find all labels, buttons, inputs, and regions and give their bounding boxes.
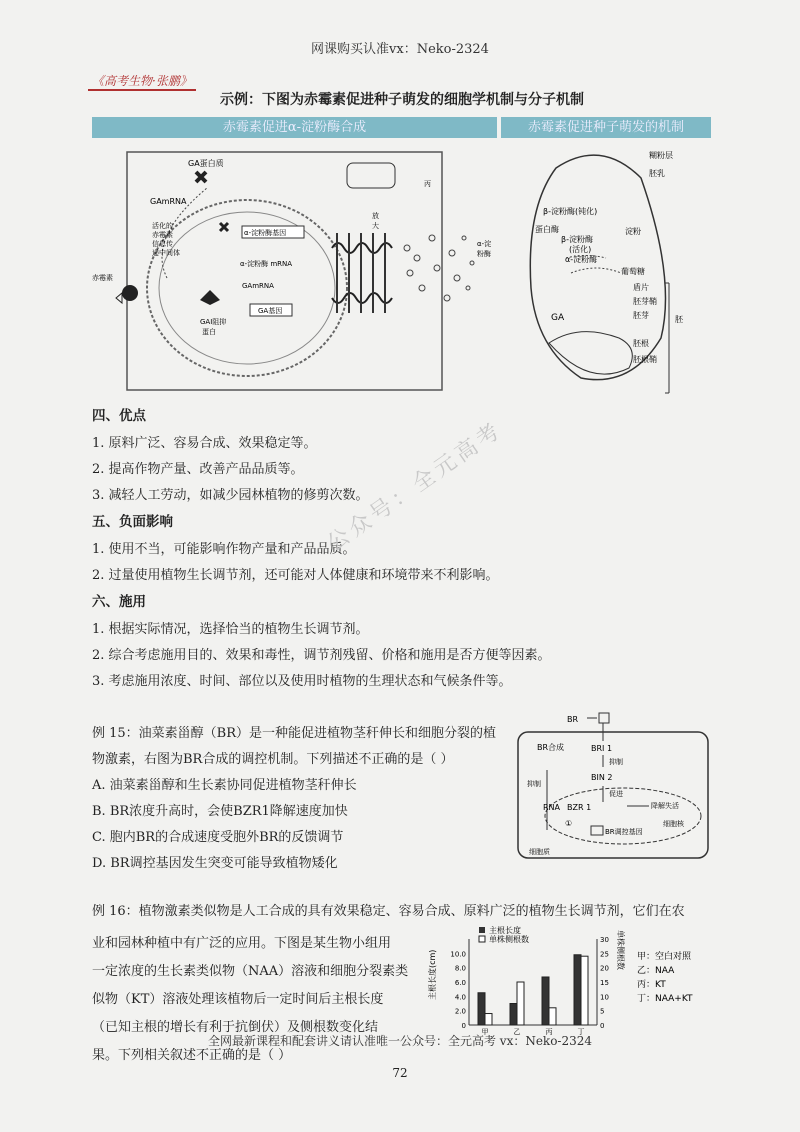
enlarge-label-2: 大 (372, 222, 379, 230)
chart-category-label: 甲 (481, 1028, 489, 1035)
chart-right-tick: 15 (600, 979, 609, 987)
chart-bar-main-root (478, 993, 485, 1025)
amylase-label-1: α-淀 (477, 240, 492, 248)
page-number: 72 (392, 1066, 408, 1080)
advantage-item-1: 1. 原料广泛、容易合成、效果稳定等。 (92, 436, 317, 451)
chart-treatment-legend-item: 甲：空白对照 (637, 952, 692, 962)
chart-right-tick: 5 (600, 1007, 605, 1016)
ex15-option-b: B. BR浓度升高时，会使BZR1降解速度加快 (92, 804, 348, 819)
gai-label-1: GAI阻抑 (200, 318, 227, 326)
application-item-3: 3. 考虑施用浓度、时间、部位以及使用时植物的生理状态和气候条件等。 (92, 674, 512, 689)
vesicles (404, 235, 474, 301)
bin2-label: BIN 2 (591, 773, 613, 782)
br-gene-box (591, 826, 603, 835)
page-header: 网课购买认准vx：Neko-2324 (311, 42, 489, 57)
activate-label: (活化) (569, 245, 592, 254)
b-amylase2-label: β-淀粉酶 (561, 235, 593, 244)
inhibit-label-1: 抑制 (609, 758, 623, 766)
cytoplasm-label: 细胞质 (529, 848, 550, 856)
br-receptor-top (599, 713, 609, 723)
nucleus-label: 细胞核 (663, 820, 684, 828)
er-coils (337, 233, 385, 313)
right-panel-title: 赤霉素促进种子萌发的机制 (501, 117, 711, 138)
legend-label-lateral-roots: 单株侧根数 (489, 935, 529, 944)
b-amylase-label: β-淀粉酶(钝化) (543, 207, 598, 216)
legend-swatch-lateral-roots (479, 936, 485, 942)
degraded-shape (220, 223, 228, 231)
chart-bar-main-root (574, 955, 581, 1025)
activated-label-1: 活化的 (152, 222, 173, 230)
chart-ylabel-left: 主根长度(cm) (428, 949, 437, 1000)
section-title-negative: 五、负面影响 (92, 514, 173, 530)
ga-protein-label: GA蛋白质 (188, 159, 224, 168)
endosperm-label: 胚乳 (649, 169, 665, 178)
ex16-line-5: （已知主根的增长有利于抗倒伏）及侧根数变化结 (92, 1020, 379, 1035)
chart-ylabel-right: 单株侧根数 (616, 930, 625, 970)
gamrna-label-2: GAmRNA (242, 282, 274, 290)
chart-left-tick: 6.0 (454, 979, 466, 987)
cell-membrane (127, 152, 442, 390)
chart-right-tick: 20 (600, 964, 609, 973)
root-chart (425, 925, 725, 1035)
gamrna-label-1: GAmRNA (150, 197, 187, 206)
ex16-line-4: 似物（KT）溶液处理该植物后一定时间后主根长度 (92, 992, 384, 1007)
chart-left-tick: 8.0 (454, 964, 466, 973)
book-badge: 《高考生物·张鹏》 (88, 72, 196, 91)
plumule-label: 胚芽 (633, 311, 649, 320)
amylase-mrna-label: α-淀粉酶 mRNA (240, 260, 293, 268)
left-panel-title: 赤霉素促进α-淀粉酶合成 (92, 117, 497, 138)
gai-shape (200, 290, 220, 305)
golgi (347, 163, 395, 188)
amylase-label-2: 粉酶 (477, 250, 491, 258)
chart-right-tick: 25 (600, 950, 609, 959)
application-item-1: 1. 根据实际情况，选择恰当的植物生长调节剂。 (92, 622, 369, 637)
ex15-option-d: D. BR调控基因发生突变可能导致植物矮化 (92, 856, 338, 871)
gai-label-2: 蛋白 (202, 328, 216, 336)
cell-diagram (92, 138, 497, 400)
ex16-line-6: 果。下列相关叙述不正确的是（ ） (92, 1048, 292, 1063)
embryo-label: 胚 (675, 315, 683, 324)
chart-category-label: 丁 (577, 1028, 585, 1035)
scutellum-label: 盾片 (633, 283, 649, 292)
chart-bar-main-root (510, 1004, 517, 1026)
chart-bar-lateral-roots (517, 982, 524, 1025)
degrade-label: 降解失活 (651, 802, 679, 810)
activated-label-4: 递中间体 (152, 249, 180, 257)
protease-label: 蛋白酶 (535, 225, 559, 234)
aleurone-label: 糊粉层 (649, 151, 673, 160)
bzr1-label: BZR 1 (567, 803, 592, 812)
chart-treatment-legend-item: 丁：NAA+KT (637, 994, 693, 1004)
br-gene-label: BR调控基因 (605, 828, 643, 836)
chart-bar-lateral-roots (485, 1014, 492, 1025)
activated-label-2: 赤霉素 (152, 231, 173, 239)
embryo-shape (549, 332, 632, 375)
section-title-application: 六、施用 (92, 594, 146, 610)
inhibit-label-2: 抑制 (527, 780, 541, 788)
advantage-item-2: 2. 提高作物产量、改善产品品质等。 (92, 462, 304, 477)
chart-bar-lateral-roots (549, 1008, 556, 1025)
negative-item-1: 1. 使用不当，可能影响作物产量和产品品质。 (92, 542, 356, 557)
ex15-stem-2: 物激素，右图为BR合成的调控机制。下列描述不正确的是（ ） (92, 752, 454, 767)
chart-bar-lateral-roots (581, 956, 588, 1025)
chart-category-label: 乙 (513, 1028, 521, 1035)
ex16-line-2: 业和园林种植中有广泛的应用。下图是某生物小组用 (92, 936, 392, 951)
chart-treatment-legend-item: 乙：NAA (637, 966, 675, 976)
br-synth-label: BR合成 (537, 743, 565, 752)
coleoptile-label: 胚芽鞘 (633, 297, 657, 306)
ex15-stem-1: 例 15：油菜素甾醇（BR）是一种能促进植物茎秆伸长和细胞分裂的植 (92, 726, 497, 741)
ga-gene-label: GA基因 (258, 307, 283, 315)
bri1-label: BRI 1 (591, 744, 613, 753)
seed-diagram (501, 138, 716, 400)
chart-treatment-legend-item: 丙：KT (637, 980, 666, 990)
receptor (122, 285, 138, 301)
br-diagram (515, 710, 715, 862)
ex16-line-1: 例 16：植物激素类似物是人工合成的具有效果稳定、容易合成、原料广泛的植物生长调节剂，它们在农 (92, 904, 685, 919)
br-label: BR (567, 715, 579, 724)
ex15-option-a: A. 油菜素甾醇和生长素协同促进植物茎秆伸长 (92, 778, 357, 793)
promote-label: 促进 (609, 790, 623, 798)
chart-right-tick: 30 (600, 936, 609, 944)
chart-left-tick: 0 (461, 1022, 466, 1030)
bing-label: 丙 (424, 180, 431, 188)
legend-label-main-root: 主根长度 (489, 926, 521, 935)
rna-label: RNA (543, 803, 561, 812)
legend-swatch-main-root (479, 927, 485, 933)
ex16-line-3: 一定浓度的生长素类似物（NAA）溶液和细胞分裂素类 (92, 964, 409, 979)
chart-left-tick: 4.0 (454, 993, 466, 1002)
example-title: 示例：下图为赤霉素促进种子萌发的细胞学机制与分子机制 (220, 92, 584, 108)
chart-left-tick: 10.0 (450, 950, 466, 959)
watermark: 公众号：全元高考 (322, 417, 508, 558)
negative-item-2: 2. 过量使用植物生长调节剂，还可能对人体健康和环境带来不利影响。 (92, 568, 499, 583)
chart-right-tick: 0 (600, 1022, 605, 1030)
a-amylase-label: α-淀粉酶 (565, 255, 598, 264)
ex15-option-c: C. 胞内BR的合成速度受胞外BR的反馈调节 (92, 830, 344, 845)
ga-label: GA (551, 313, 565, 323)
enlarge-label-1: 放 (372, 212, 379, 220)
radicle-label: 胚根 (633, 339, 649, 348)
chart-category-label: 丙 (545, 1028, 553, 1035)
page-footer: 全网最新课程和配套讲义请认准唯一公众号：全元高考 vx：Neko-2324 (207, 1034, 593, 1048)
starch-label: 淀粉 (625, 227, 641, 236)
circle-one-label: ① (565, 819, 573, 828)
chart-right-tick: 10 (600, 993, 609, 1002)
chart-bar-main-root (542, 977, 549, 1025)
application-item-2: 2. 综合考虑施用目的、效果和毒性，调节剂残留、价格和施用是否方便等因素。 (92, 648, 551, 663)
ga-protein-shape (196, 172, 206, 182)
section-title-advantages: 四、优点 (92, 408, 146, 424)
coleorhiza-label: 胚根鞘 (633, 355, 657, 364)
gibberellin-label: 赤霉素 (92, 274, 113, 282)
amylase-gene-label: α-淀粉酶基因 (244, 229, 287, 237)
advantage-item-3: 3. 减轻人工劳动，如减少园林植物的修剪次数。 (92, 488, 369, 503)
glucose-label: 葡萄糖 (621, 267, 645, 276)
activated-label-3: 信息传 (152, 240, 173, 248)
chart-left-tick: 2.0 (454, 1007, 466, 1016)
gibberellin-shape (116, 293, 122, 303)
